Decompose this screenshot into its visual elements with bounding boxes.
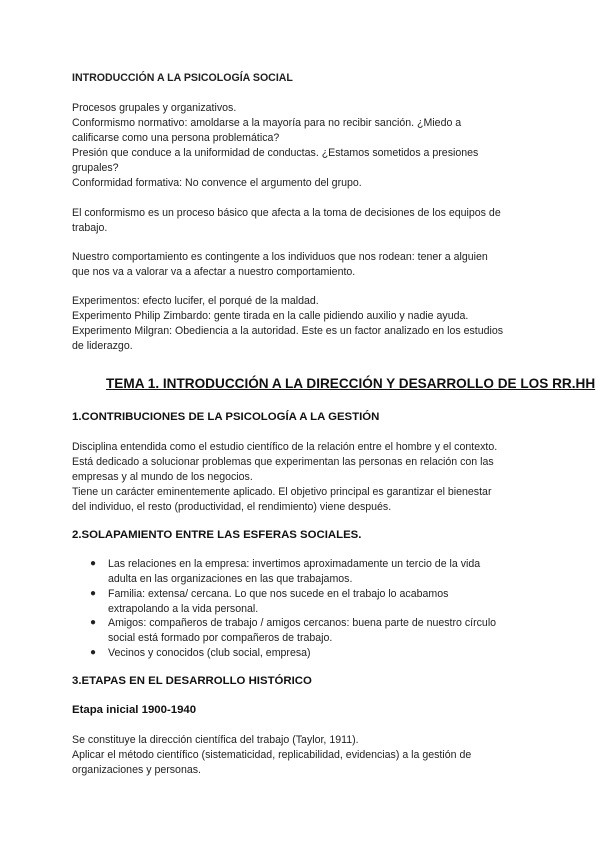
bullet-icon: ● (90, 617, 97, 628)
bullet-icon: ● (90, 558, 97, 569)
text-line: organizaciones y personas. (72, 764, 201, 776)
tema-title: TEMA 1. INTRODUCCIÓN A LA DIRECCIÓN Y DESARROLLO DE LOS RR.HH (106, 376, 596, 391)
bullet-icon: ● (90, 647, 97, 658)
list-item: Vecinos y conocidos (club social, empresa) (108, 647, 311, 659)
text-line: Experimentos: efecto lucifer, el porqué de la maldad. (72, 295, 319, 307)
text-line: Presión que conduce a la uniformidad de conductas. ¿Estamos sometidos a presiones (72, 147, 479, 159)
text-line: grupales? (72, 162, 119, 174)
list-item: Amigos: compañeros de trabajo / amigos cercanos: buena parte de nuestro círculo (108, 617, 497, 629)
intro-title: INTRODUCCIÓN A LA PSICOLOGÍA SOCIAL (72, 72, 293, 84)
text-line: Tiene un carácter eminentemente aplicado. El objetivo principal es garantizar el bienestar (72, 486, 492, 498)
section-3-title: 3.ETAPAS EN EL DESARROLLO HISTÓRICO (72, 675, 312, 687)
text-line: trabajo. (72, 222, 108, 234)
text-line: Conformismo normativo: amoldarse a la mayoría para no recibir sanción. ¿Miedo a (72, 117, 462, 129)
text-line: calificarse como una persona problemática? (72, 132, 280, 144)
list-item: adulta en las organizaciones en las que trabajamos. (108, 573, 353, 585)
text-line: Disciplina entendida como el estudio científico de la relación entre el hombre y el contexto. (72, 441, 498, 453)
text-line: El conformismo es un proceso básico que afecta a la toma de decisiones de los equipos de (72, 207, 501, 219)
text-line: que nos va a valorar va a afectar a nuestro comportamiento. (72, 266, 356, 278)
text-line: Aplicar el método científico (sistematicidad, replicabilidad, evidencias) a la gestión de (72, 749, 472, 761)
text-line: Procesos grupales y organizativos. (72, 102, 237, 114)
section-2-title: 2.SOLAPAMIENTO ENTRE LAS ESFERAS SOCIALES. (72, 529, 362, 541)
list-item: Familia: extensa/ cercana. Lo que nos sucede en el trabajo lo acabamos (108, 588, 449, 600)
text-line: Experimento Philip Zimbardo: gente tirada en la calle pidiendo auxilio y nadie ayuda. (72, 310, 469, 322)
text-line: Está dedicado a solucionar problemas que experimentan las personas en relación con las (72, 456, 494, 468)
section-1-title: 1.CONTRIBUCIONES DE LA PSICOLOGÍA A LA GESTIÓN (72, 411, 380, 423)
list-item: extrapolando a la vida personal. (108, 603, 259, 615)
text-line: Nuestro comportamiento es contingente a los individuos que nos rodean: tener a alguien (72, 251, 488, 263)
text-line: Conformidad formativa: No convence el argumento del grupo. (72, 177, 362, 189)
stage-title: Etapa inicial 1900-1940 (72, 704, 197, 716)
text-line: empresas y al mundo de los negocios. (72, 471, 253, 483)
text-line: Experimento Milgran: Obediencia a la autoridad. Este es un factor analizado en los estudios (72, 325, 504, 337)
list-item: Las relaciones en la empresa: invertimos aproximadamente un tercio de la vida (108, 558, 481, 570)
text-line: de liderazgo. (72, 340, 133, 352)
text-line: del individuo, el resto (productividad, el rendimiento) viene después. (72, 501, 392, 513)
list-item: social está formado por compañeros de trabajo. (108, 632, 333, 644)
text-line: Se constituye la dirección científica del trabajo (Taylor, 1911). (72, 734, 359, 746)
bullet-icon: ● (90, 588, 97, 599)
